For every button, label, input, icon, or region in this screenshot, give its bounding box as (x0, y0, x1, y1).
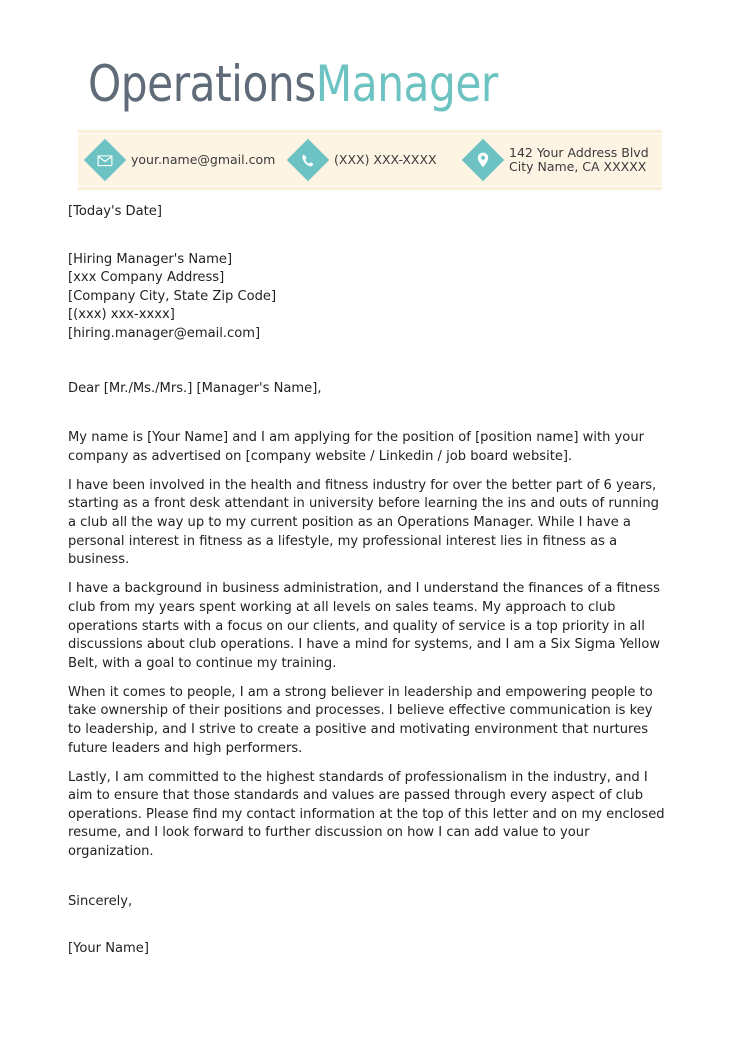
title-second-word: Manager (315, 55, 498, 113)
recipient-line: [hiring.manager@email.com] (68, 325, 261, 341)
letter-paragraph: Lastly, I am committed to the highest standards of professionalism in the industry, and I aim to ensure that those standards and values are passed through every aspect of club operations. Please find my contact information at the top of this letter and on my enclosed resume, and I look forward to further discussion on how I can add value to your organization. (68, 769, 665, 860)
letter-paragraph: I have a background in business administration, and I understand the finances of a fitness club from my years spent working at all levels on sales teams. My approach to club operations starts with a focus on our clients, and quality of service is a top priority in all discussions about club operations. I have a mind for systems, and I am a Six Sigma Yellow Belt, with a goal to continue my training. (68, 581, 661, 671)
letter-date: [Today's Date] (68, 204, 162, 219)
recipient-line: [xxx Company Address] (68, 270, 225, 286)
contact-bar (78, 134, 662, 186)
contact-item-email[interactable] (78, 134, 293, 186)
contact-item-address[interactable] (468, 134, 662, 186)
contact-address-text (509, 146, 649, 175)
contact-email-text: your.name@gmail.com (131, 152, 276, 167)
contact-item-phone[interactable] (293, 134, 468, 186)
letter-closing: Sincerely, (68, 893, 133, 909)
letter-paragraph: I have been involved in the health and fitness industry for over the better part of 6 years, starting as a front desk attendant in university before learning the ins and outs of running a club all the way up to my current position as an Operations Manager. While I have a personal interest in fitness as a lifestyle, my professional interest lies in fitness as a business. (68, 477, 659, 568)
letter-salutation: Dear [Mr./Ms./Mrs.] [Manager's Name], (68, 380, 322, 396)
contact-address-line-2: City Name, CA XXXXX (509, 159, 647, 174)
page-title (88, 56, 498, 112)
contact-address-line-1: 142 Your Address Blvd (509, 144, 649, 160)
letter-signature: [Your Name] (68, 941, 149, 957)
recipient-block (68, 251, 668, 344)
band-top-rule (78, 130, 662, 133)
letter-body (68, 203, 668, 959)
contact-phone-text: (XXX) XXX-XXXX (334, 152, 437, 167)
location-pin-icon (462, 139, 504, 181)
band-bottom-rule (78, 187, 662, 190)
title-first-word: Operations (88, 55, 316, 113)
letter-paragraph: My name is [Your Name] and I am applying for the position of [position name] with your company as advertised on [company website / Linkedin / job board website]. (68, 430, 644, 464)
envelope-icon (84, 139, 126, 181)
recipient-line: [Company City, State Zip Code] (68, 288, 277, 304)
recipient-line: [Hiring Manager's Name] (68, 251, 233, 267)
recipient-line: [(xxx) xxx-xxxx] (68, 307, 175, 323)
letter-header (0, 0, 736, 195)
letter-paragraph: When it comes to people, I am a strong believer in leadership and empowering people to take ownership of their positions and processes. I believe effective communication is key to leadership, and I strive to create a positive and motivating environment that nurtures future leaders and high performers. (68, 684, 653, 756)
phone-icon (287, 139, 329, 181)
